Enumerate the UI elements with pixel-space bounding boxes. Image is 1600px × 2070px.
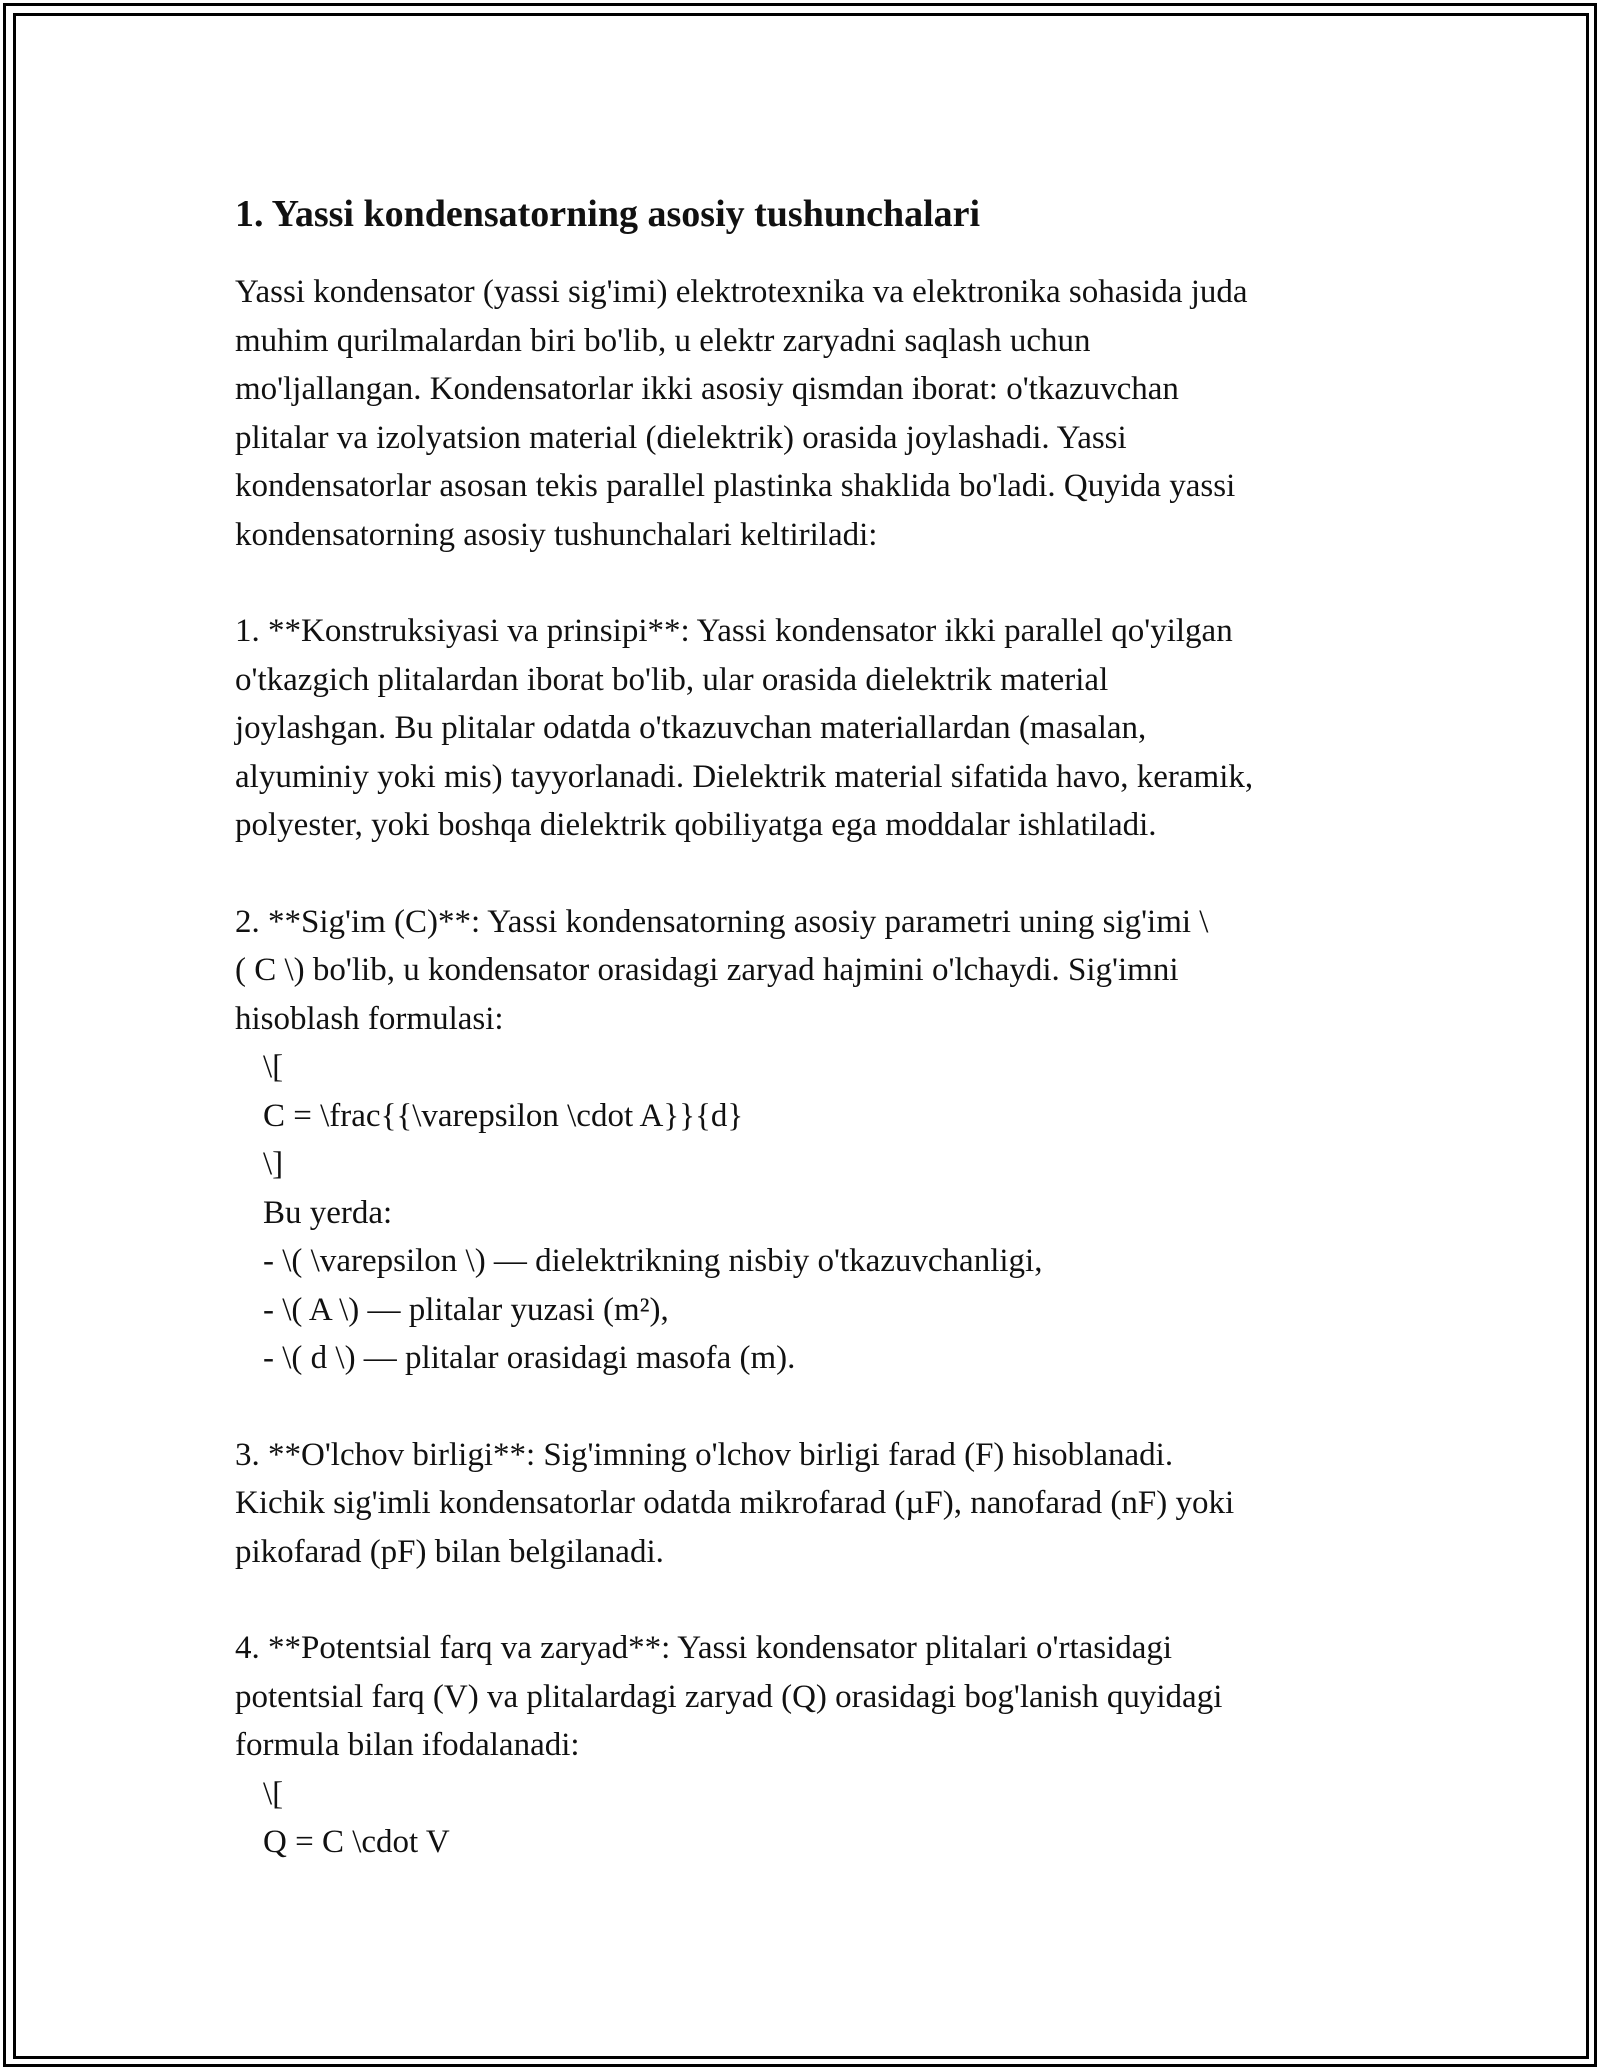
formula-legend-item: - \( A \) — plitalar yuzasi (m²), [263, 1291, 669, 1328]
text-line: plitalar va izolyatsion material (dielektrik) orasida joylashadi. Yassi [235, 419, 1127, 456]
text-line: alyuminiy yoki mis) tayyorlanadi. Dielektrik material sifatida havo, keramik, [235, 758, 1254, 795]
text-line: 3. **O'lchov birligi**: Sig'imning o'lchov birligi farad (F) hisoblanadi. [235, 1436, 1174, 1473]
formula-line: C = \frac{{\varepsilon \cdot A}}{d} [263, 1097, 744, 1134]
text-line: joylashgan. Bu plitalar odatda o'tkazuvchan materiallardan (masalan, [235, 710, 1147, 746]
formula-legend-item: - \( d \) — plitalar orasidagi masofa (m). [263, 1340, 796, 1376]
formula-line: \] [263, 1146, 284, 1182]
list-item-construction [235, 607, 1380, 850]
text-line: 2. **Sig'im (C)**: Yassi kondensatorning asosiy parametri uning sig'imi \ [235, 903, 1209, 940]
list-item-units [235, 1431, 1380, 1577]
text-line: Kichik sig'imli kondensatorlar odatda mikrofarad (µF), nanofarad (nF) yoki [235, 1485, 1235, 1521]
text-line: potentsial farq (V) va plitalardagi zaryad (Q) orasidagi bog'lanish quyidagi [235, 1678, 1223, 1715]
list-item-capacitance [235, 898, 1380, 1383]
text-line: 4. **Potentsial farq va zaryad**: Yassi kondensator plitalari o'rtasidagi [235, 1630, 1173, 1666]
intro-paragraph [235, 268, 1380, 559]
text-line: 1. **Konstruksiyasi va prinsipi**: Yassi kondensator ikki parallel qo'yilgan [235, 613, 1233, 649]
formula-legend-item: - \( \varepsilon \) — dielektrikning nisbiy o'tkazuvchanligi, [263, 1243, 1043, 1279]
text-line: formula bilan ifodalanadi: [235, 1727, 580, 1763]
formula-line: \[ [263, 1049, 284, 1085]
list-item-potential [235, 1624, 1380, 1867]
formula-line: Q = C \cdot V [263, 1824, 450, 1860]
text-line: kondensatorlar asosan tekis parallel plastinka shaklida bo'ladi. Quyida yassi [235, 468, 1236, 504]
text-line: pikofarad (pF) bilan belgilanadi. [235, 1533, 664, 1570]
formula-legend-title: Bu yerda: [263, 1194, 393, 1231]
text-line: muhim qurilmalardan biri bo'lib, u elektr zaryadni saqlash uchun [235, 322, 1091, 359]
text-line: ( C \) bo'lib, u kondensator orasidagi zaryad hajmini o'lchaydi. Sig'imni [235, 952, 1179, 988]
section-heading: 1. Yassi kondensatorning asosiy tushunchalari [235, 193, 981, 235]
text-line: polyester, yoki boshqa dielektrik qobiliyatga ega moddalar ishlatiladi. [235, 807, 1157, 843]
formula-line: \[ [263, 1775, 284, 1812]
text-line: Yassi kondensator (yassi sig'imi) elektrotexnika va elektronika sohasida juda [235, 274, 1248, 310]
text-line: hisoblash formulasi: [235, 1000, 504, 1037]
text-line: kondensatorning asosiy tushunchalari keltiriladi: [235, 516, 878, 553]
document-body [235, 188, 1380, 1915]
text-line: mo'ljallangan. Kondensatorlar ikki asosiy qismdan iborat: o'tkazuvchan [235, 371, 1179, 407]
text-line: o'tkazgich plitalardan iborat bo'lib, ular orasida dielektrik material [235, 661, 1109, 698]
